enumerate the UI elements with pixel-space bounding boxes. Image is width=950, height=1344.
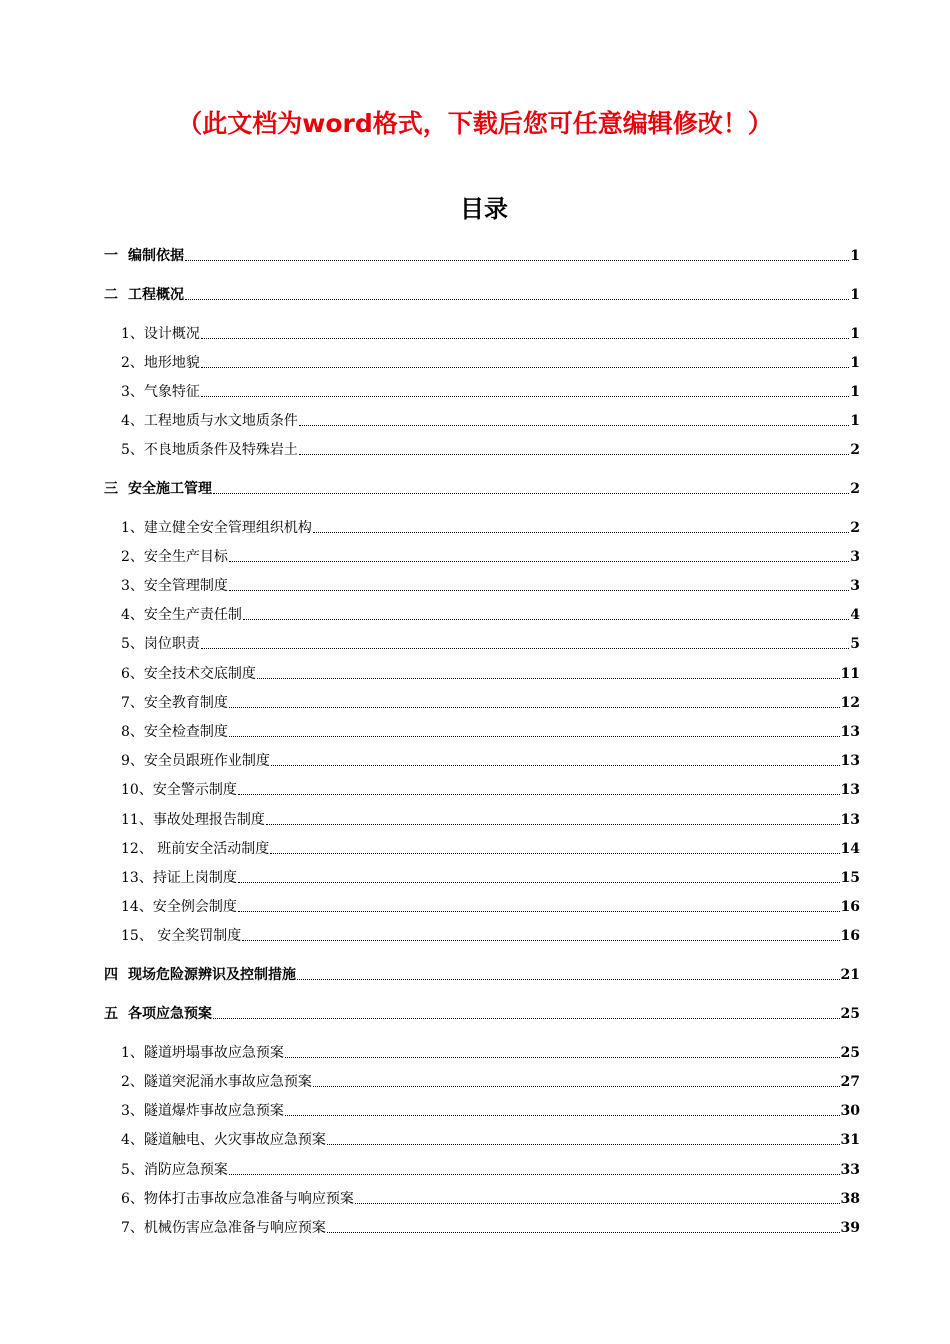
toc-entry-number: 5、 — [121, 1162, 144, 1178]
toc-dot-leader — [257, 677, 840, 679]
toc-entry-number: 10、 — [121, 782, 153, 798]
toc-dot-leader — [201, 366, 849, 368]
toc-entry-number: 3、 — [121, 384, 144, 400]
toc-entry-title: 持证上岗制度 — [152, 870, 237, 886]
toc-subsection-entry[interactable] — [121, 324, 860, 344]
toc-subsection-entry[interactable] — [121, 810, 860, 830]
toc-page-number: 16 — [840, 899, 860, 915]
toc-subsection-entry[interactable] — [121, 897, 860, 917]
toc-subsection-entry[interactable] — [121, 839, 860, 859]
toc-dot-leader — [229, 735, 840, 737]
toc-entry-number: 4、 — [121, 413, 144, 429]
toc-page-number: 16 — [840, 928, 860, 944]
toc-entry-title: 气象特征 — [143, 384, 200, 400]
toc-subsection-entry[interactable] — [121, 605, 860, 625]
toc-subsection-entry[interactable] — [121, 1072, 860, 1092]
toc-entry-title: 安全员跟班作业制度 — [143, 753, 270, 769]
toc-dot-leader — [201, 337, 849, 339]
toc-entry-number: 7、 — [121, 1220, 144, 1236]
toc-page-number: 2 — [850, 442, 860, 458]
toc-dot-leader — [229, 560, 849, 562]
toc-entry-title: 安全奖罚制度 — [152, 928, 242, 944]
toc-page-number: 27 — [840, 1074, 860, 1090]
toc-dot-leader — [285, 1056, 840, 1058]
toc-page-number: 11 — [840, 666, 860, 682]
toc-subsection-entry[interactable] — [121, 1218, 860, 1238]
toc-entry-title: 设计概况 — [143, 326, 200, 342]
toc-entry-title: 安全生产责任制 — [143, 607, 242, 623]
toc-page-number: 13 — [840, 812, 860, 828]
toc-dot-leader — [313, 531, 849, 533]
toc-dot-leader — [201, 647, 849, 649]
toc-dot-leader — [238, 881, 840, 883]
toc-page-number: 25 — [840, 1006, 860, 1022]
toc-dot-leader — [327, 1231, 840, 1233]
toc-entry-number: 2、 — [121, 355, 144, 371]
toc-dot-leader — [327, 1143, 840, 1145]
toc-subsection-entry[interactable] — [121, 693, 860, 713]
toc-entry-title: 建立健全安全管理组织机构 — [143, 520, 312, 536]
toc-subsection-entry[interactable] — [121, 1043, 860, 1063]
toc-entry-title: 地形地貌 — [143, 355, 200, 371]
toc-subsection-entry[interactable] — [121, 868, 860, 888]
toc-dot-leader — [238, 793, 840, 795]
toc-subsection-entry[interactable] — [121, 751, 860, 771]
toc-entry-title: 隧道爆炸事故应急预案 — [143, 1103, 284, 1119]
toc-subsection-entry[interactable] — [121, 382, 860, 402]
toc-dot-leader — [229, 706, 840, 708]
toc-page-number: 5 — [850, 636, 860, 652]
toc-page-number: 31 — [840, 1132, 860, 1148]
toc-subsection-entry[interactable] — [121, 664, 860, 684]
toc-dot-leader — [238, 910, 840, 912]
toc-page-number: 1 — [850, 355, 860, 371]
toc-entry-title: 班前安全活动制度 — [152, 841, 270, 857]
toc-dot-leader — [229, 1173, 840, 1175]
toc-dot-leader — [266, 823, 840, 825]
toc-entry-number: 8、 — [121, 724, 144, 740]
toc-subsection-entry[interactable] — [121, 1189, 860, 1209]
toc-dot-leader — [285, 1114, 840, 1116]
toc-entry-title: 岗位职责 — [143, 636, 200, 652]
toc-entry-title: 安全例会制度 — [152, 899, 237, 915]
toc-entry-number: 12、 — [121, 841, 153, 857]
toc-page-number: 3 — [850, 549, 860, 565]
toc-entry-title: 物体打击事故应急准备与响应预案 — [143, 1191, 354, 1207]
toc-dot-leader — [185, 259, 849, 261]
toc-entry-number: 4、 — [121, 1132, 144, 1148]
toc-page-number: 1 — [850, 248, 860, 264]
toc-dot-leader — [299, 453, 849, 455]
toc-page-number: 30 — [840, 1103, 860, 1119]
toc-entry-title: 不良地质条件及特殊岩土 — [143, 442, 298, 458]
toc-entry-number: 14、 — [121, 899, 153, 915]
toc-entry-number: 9、 — [121, 753, 144, 769]
toc-entry-number: 15、 — [121, 928, 153, 944]
toc-entry-number: 一 — [104, 248, 118, 264]
toc-entry-title: 安全施工管理 — [128, 481, 212, 497]
toc-entry-number: 1、 — [121, 520, 144, 536]
toc-dot-leader — [242, 939, 839, 941]
toc-subsection-entry[interactable] — [121, 353, 860, 373]
toc-page-number: 15 — [840, 870, 860, 886]
toc-page-number: 1 — [850, 384, 860, 400]
toc-subsection-entry[interactable] — [121, 440, 860, 460]
toc-entry-title: 机械伤害应急准备与响应预案 — [143, 1220, 326, 1236]
toc-entry-number: 1、 — [121, 326, 144, 342]
toc-entry-number: 2、 — [121, 549, 144, 565]
toc-entry-number: 三 — [104, 481, 118, 497]
toc-section-entry[interactable] — [104, 479, 860, 499]
toc-dot-leader — [185, 298, 849, 300]
toc-entry-number: 3、 — [121, 1103, 144, 1119]
toc-dot-leader — [243, 618, 849, 620]
toc-entry-title: 各项应急预案 — [128, 1006, 212, 1022]
toc-page-number: 33 — [840, 1162, 860, 1178]
toc-entry-number: 7、 — [121, 695, 144, 711]
toc-entry-title: 隧道突泥涌水事故应急预案 — [143, 1074, 312, 1090]
toc-subsection-entry[interactable] — [121, 1101, 860, 1121]
toc-entry-number: 四 — [104, 967, 118, 983]
toc-entry-title: 工程地质与水文地质条件 — [143, 413, 298, 429]
toc-subsection-entry[interactable] — [121, 411, 860, 431]
toc-dot-leader — [270, 852, 839, 854]
toc-section-entry[interactable] — [104, 1004, 860, 1024]
toc-entry-title: 隧道坍塌事故应急预案 — [143, 1045, 284, 1061]
toc-title: 目录 — [460, 195, 508, 223]
toc-entry-title: 事故处理报告制度 — [152, 812, 265, 828]
toc-entry-number: 13、 — [121, 870, 153, 886]
toc-page-number: 3 — [850, 578, 860, 594]
toc-subsection-entry[interactable] — [121, 547, 860, 567]
toc-entry-title: 安全管理制度 — [143, 578, 228, 594]
toc-page-number: 21 — [840, 967, 860, 983]
toc-dot-leader — [299, 424, 849, 426]
toc-page-number: 2 — [850, 481, 860, 497]
toc-entry-title: 安全警示制度 — [152, 782, 237, 798]
toc-entry-number: 2、 — [121, 1074, 144, 1090]
toc-page-number: 38 — [840, 1191, 860, 1207]
toc-page-number: 39 — [840, 1220, 860, 1236]
toc-entry-title: 工程概况 — [128, 287, 184, 303]
toc-page-number: 25 — [840, 1045, 860, 1061]
toc-section-entry[interactable] — [104, 246, 860, 266]
toc-page-number: 12 — [840, 695, 860, 711]
toc-entry-number: 五 — [104, 1006, 118, 1022]
toc-entry-title: 安全技术交底制度 — [143, 666, 256, 682]
toc-dot-leader — [213, 1017, 840, 1019]
toc-entry-title: 安全检查制度 — [143, 724, 228, 740]
toc-entry-title: 隧道触电、火灾事故应急预案 — [143, 1132, 326, 1148]
format-notice-banner: （此文档为word格式，下载后您可任意编辑修改！） — [177, 109, 773, 138]
toc-entry-number: 11、 — [121, 812, 153, 828]
toc-entry-number: 4、 — [121, 607, 144, 623]
toc-subsection-entry[interactable] — [121, 1160, 860, 1180]
toc-page-number: 14 — [840, 841, 860, 857]
toc-page-number: 1 — [850, 287, 860, 303]
toc-dot-leader — [355, 1202, 840, 1204]
toc-dot-leader — [313, 1085, 840, 1087]
toc-subsection-entry[interactable] — [121, 634, 860, 654]
toc-subsection-entry[interactable] — [121, 722, 860, 742]
toc-section-entry[interactable] — [104, 285, 860, 305]
toc-subsection-entry[interactable] — [121, 1130, 860, 1150]
toc-page-number: 2 — [850, 520, 860, 536]
toc-dot-leader — [213, 492, 849, 494]
toc-subsection-entry[interactable] — [121, 926, 860, 946]
toc-page-number: 1 — [850, 413, 860, 429]
toc-entry-number: 1、 — [121, 1045, 144, 1061]
toc-entry-number: 5、 — [121, 442, 144, 458]
toc-entry-number: 5、 — [121, 636, 144, 652]
toc-entry-title: 编制依据 — [128, 248, 184, 264]
toc-page-number: 13 — [840, 782, 860, 798]
toc-subsection-entry[interactable] — [121, 518, 860, 538]
toc-entry-number: 二 — [104, 287, 118, 303]
toc-page-number: 13 — [840, 724, 860, 740]
toc-entry-number: 6、 — [121, 1191, 144, 1207]
toc-entry-title: 现场危险源辨识及控制措施 — [128, 967, 296, 983]
toc-dot-leader — [297, 978, 840, 980]
toc-page-number: 1 — [850, 326, 860, 342]
toc-section-entry[interactable] — [104, 965, 860, 985]
toc-subsection-entry[interactable] — [121, 780, 860, 800]
toc-page-number: 13 — [840, 753, 860, 769]
toc-entry-title: 安全教育制度 — [143, 695, 228, 711]
toc-dot-leader — [229, 589, 849, 591]
toc-dot-leader — [201, 395, 849, 397]
toc-page-number: 4 — [850, 607, 860, 623]
toc-entry-title: 安全生产目标 — [143, 549, 228, 565]
toc-dot-leader — [271, 764, 840, 766]
toc-subsection-entry[interactable] — [121, 576, 860, 596]
toc-entry-title: 消防应急预案 — [143, 1162, 228, 1178]
toc-entry-number: 6、 — [121, 666, 144, 682]
toc-entry-number: 3、 — [121, 578, 144, 594]
